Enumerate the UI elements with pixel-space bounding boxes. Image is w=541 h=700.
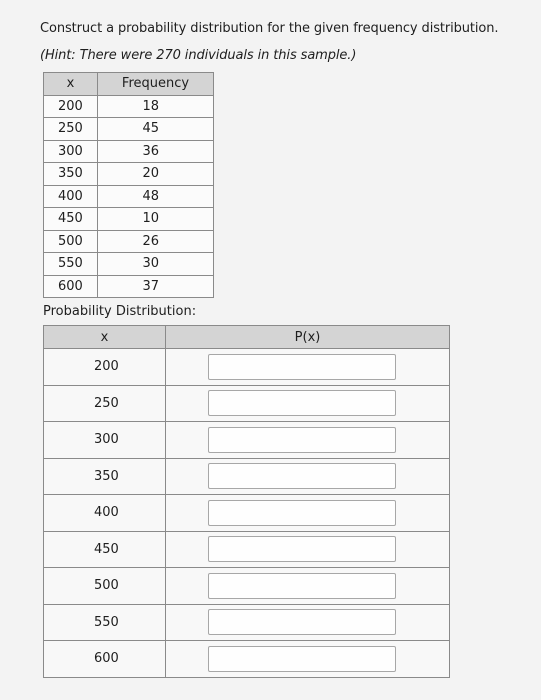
- prob-row: [44, 641, 450, 678]
- freq-row: [44, 230, 214, 253]
- freq-header-x: x: [44, 73, 98, 96]
- prob-cell-x: 350: [44, 458, 166, 495]
- prob-cell-x: 550: [44, 604, 166, 641]
- freq-cell-frequency: 18: [98, 95, 214, 118]
- freq-cell-x: 500: [44, 230, 98, 253]
- freq-cell-x: 450: [44, 208, 98, 231]
- px-input[interactable]: [208, 609, 396, 635]
- prob-cell-px: [166, 604, 450, 641]
- prob-cell-px: [166, 422, 450, 459]
- prob-row: [44, 422, 450, 459]
- freq-cell-frequency: 37: [98, 275, 214, 298]
- freq-row: [44, 275, 214, 298]
- freq-header-frequency: Frequency: [98, 73, 214, 96]
- freq-row: [44, 208, 214, 231]
- prob-header-x: x: [44, 326, 166, 349]
- px-input[interactable]: [208, 646, 396, 672]
- prob-cell-x: 600: [44, 641, 166, 678]
- freq-cell-x: 250: [44, 118, 98, 141]
- prob-cell-x: 400: [44, 495, 166, 532]
- prob-cell-x: 450: [44, 531, 166, 568]
- prob-row: [44, 349, 450, 386]
- freq-row: [44, 140, 214, 163]
- probability-table: [43, 325, 450, 678]
- freq-cell-frequency: 30: [98, 253, 214, 276]
- px-input[interactable]: [208, 463, 396, 489]
- freq-cell-frequency: 10: [98, 208, 214, 231]
- freq-row: [44, 95, 214, 118]
- prob-cell-px: [166, 349, 450, 386]
- question-prompt: Construct a probability distribution for the given frequency distribution.: [40, 21, 499, 36]
- prob-cell-px: [166, 495, 450, 532]
- prob-cell-px: [166, 385, 450, 422]
- prob-cell-px: [166, 531, 450, 568]
- freq-cell-x: 600: [44, 275, 98, 298]
- freq-row: [44, 118, 214, 141]
- freq-cell-frequency: 26: [98, 230, 214, 253]
- px-input[interactable]: [208, 354, 396, 380]
- prob-row: [44, 604, 450, 641]
- px-input[interactable]: [208, 500, 396, 526]
- freq-cell-frequency: 36: [98, 140, 214, 163]
- prob-header-px: P(x): [166, 326, 450, 349]
- prob-row: [44, 531, 450, 568]
- prob-cell-x: 300: [44, 422, 166, 459]
- prob-row: [44, 568, 450, 605]
- freq-row: [44, 253, 214, 276]
- prob-cell-x: 500: [44, 568, 166, 605]
- px-input[interactable]: [208, 573, 396, 599]
- freq-cell-x: 550: [44, 253, 98, 276]
- px-input[interactable]: [208, 536, 396, 562]
- prob-cell-px: [166, 641, 450, 678]
- freq-cell-x: 200: [44, 95, 98, 118]
- prob-row: [44, 385, 450, 422]
- freq-cell-x: 300: [44, 140, 98, 163]
- frequency-table: [43, 72, 214, 298]
- px-input[interactable]: [208, 390, 396, 416]
- prob-cell-x: 250: [44, 385, 166, 422]
- freq-cell-x: 350: [44, 163, 98, 186]
- freq-row: [44, 163, 214, 186]
- freq-cell-frequency: 48: [98, 185, 214, 208]
- question-hint: (Hint: There were 270 individuals in this sample.): [40, 48, 357, 63]
- prob-row: [44, 458, 450, 495]
- freq-row: [44, 185, 214, 208]
- prob-cell-x: 200: [44, 349, 166, 386]
- px-input[interactable]: [208, 427, 396, 453]
- prob-row: [44, 495, 450, 532]
- prob-cell-px: [166, 568, 450, 605]
- probability-distribution-title: Probability Distribution:: [43, 304, 197, 319]
- freq-cell-x: 400: [44, 185, 98, 208]
- freq-cell-frequency: 45: [98, 118, 214, 141]
- freq-cell-frequency: 20: [98, 163, 214, 186]
- prob-cell-px: [166, 458, 450, 495]
